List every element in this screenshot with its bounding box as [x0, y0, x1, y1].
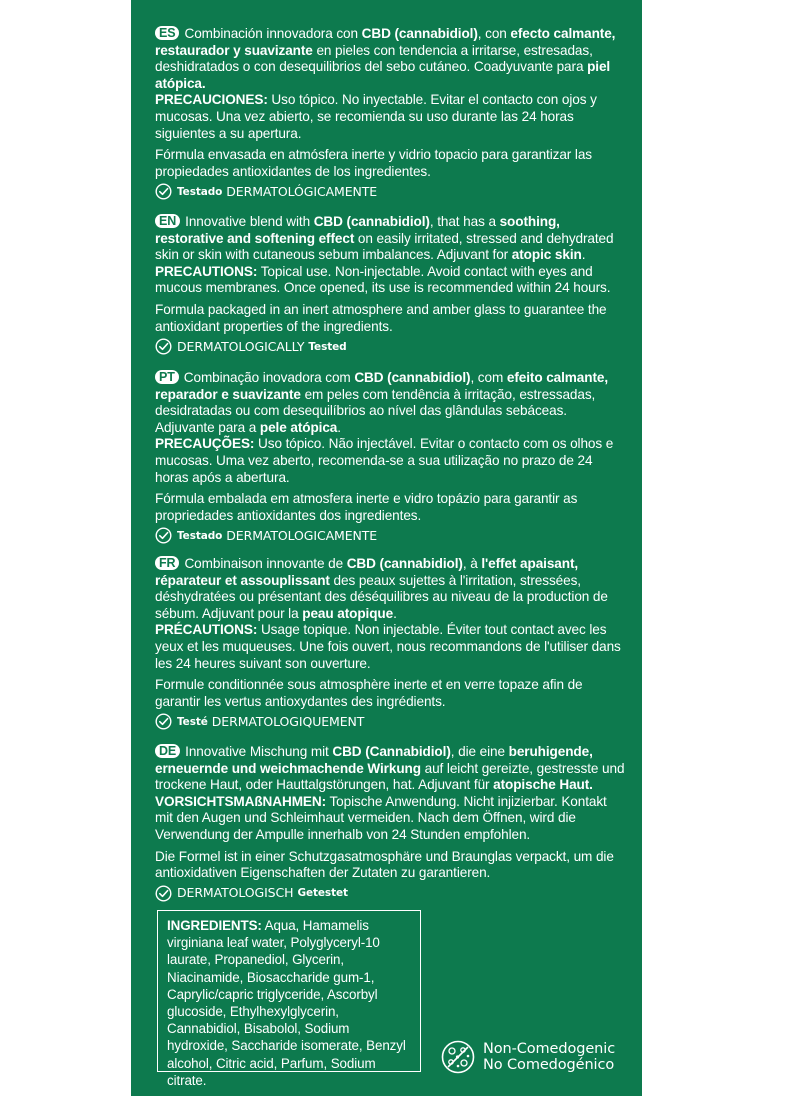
precautions-label: PRÉCAUTIONS: [155, 622, 258, 638]
description-text: , that has a [429, 214, 500, 229]
section-en [155, 214, 627, 355]
description [155, 214, 627, 264]
tested-small: Tested [308, 340, 347, 353]
precautions [155, 622, 627, 672]
precautions-label: PRECAUCIONES: [155, 92, 268, 108]
non-comedogenic-en: Non-Comedogenic [483, 1040, 616, 1057]
description-highlight: CBD (cannabidiol) [313, 214, 430, 229]
non-comedogenic-badge [441, 1040, 615, 1074]
dermatologically-tested [155, 885, 627, 902]
description [155, 556, 627, 622]
tested-small: Getestet [297, 887, 348, 900]
dermatologically-tested [155, 713, 627, 730]
description-text: on easily irritated, stressed and dehydrated skin or skin with cutaneous sebum imbalances. Adjuvant for [155, 230, 614, 263]
description-text: en pieles con tendencia a irritarse, estresadas, deshidratados o con desequilibrios del sebo cutáneo. Coadyuvante para [155, 42, 593, 75]
check-circle-icon [155, 885, 172, 902]
tested-small: Testado [177, 529, 223, 542]
precautions-text: Uso tópico. No inyectable. Evitar el contacto con ojos y mucosas. Una vez abierto, se recomienda su uso durante las 24 horas siguientes a su apertura. [155, 92, 597, 141]
section-es [155, 26, 627, 200]
description-highlight: atopische Haut. [493, 777, 593, 793]
description-text: Combinación innovadora con [184, 26, 362, 41]
description [155, 26, 627, 92]
description-text: , com [470, 370, 507, 385]
language-badge: DE [155, 744, 180, 758]
description-text: Innovative Mischung mit [185, 744, 333, 759]
description-text: em peles com tendência à irritação, estressadas, desidratadas ou com desequilíbrios ao nível das glândulas sebáceas. Adjuvante para a [155, 386, 596, 435]
tested-big: DERMATOLÓGICAMENTE [226, 183, 378, 199]
description-text: auf leicht gereizte, gestresste und trockene Haut, oder Hauttalgstörungen, hat. Adjuvant für [155, 760, 625, 793]
tested-big: DERMATOLOGICALLY [177, 338, 305, 354]
dermatologically-tested [155, 527, 627, 544]
tested-small: Testado [177, 185, 223, 198]
precautions-label: PRECAUÇÕES: [155, 436, 255, 452]
tested-big: DERMATOLOGICAMENTE [226, 527, 378, 543]
description-highlight: pele atópica [259, 419, 338, 435]
description-highlight: soothing, restorative and softening effect [155, 214, 560, 246]
non-comedogenic-icon [441, 1040, 475, 1074]
description [155, 370, 627, 436]
ingredients-box [157, 910, 421, 1088]
description-text: , à [462, 556, 482, 571]
section-pt [155, 370, 627, 544]
precautions-label: PRECAUTIONS: [155, 263, 258, 279]
check-circle-icon [155, 183, 172, 200]
dermatologically-tested [155, 338, 627, 355]
description-text: Combinação inovadora com [183, 370, 355, 385]
check-circle-icon [155, 713, 172, 730]
precautions-text: Topische Anwendung. Nicht injizierbar. Kontakt mit den Augen und Schleimhaut vermeiden. Nach dem Öffnen, wird die Verwendung der Ampulle innerhalb von 24 Stunden empfohlen. [155, 793, 607, 842]
description-highlight: peau atopique [302, 605, 394, 621]
formula-note: Die Formel ist in einer Schutzgasatmosphäre und Braunglas verpackt, um die antioxidativen Eigenschaften der Zutaten zu garantieren. [155, 848, 614, 881]
section-de [155, 744, 627, 902]
description-text: Innovative blend with [185, 214, 314, 229]
description-highlight: piel atópica. [155, 59, 611, 91]
description-highlight: beruhigende, erneuernde und weichmachende Wirkung [155, 744, 593, 776]
description-text: Combinaison innovante de [184, 556, 347, 571]
ingredients-text: Aqua, Hamamelis virginiana leaf water, Polyglyceryl-10 laurate, Propanediol, Glycerin, Niacinamide, Biosaccharide gum-1, Caprylic/capric triglyceride, Ascorbyl glucoside, Ethylhexylglycerin, Cannabidiol, Bisabolol, Sodium hydroxide, Saccharide isomerate, Benzyl alcohol, Citric acid, Parfum, Sodium citrate. [167, 918, 406, 1088]
description-highlight: CBD (Cannabidiol) [332, 744, 451, 759]
language-badge: EN [155, 214, 180, 228]
description-highlight: efecto calmante, restaurador y suavizante [155, 26, 616, 58]
description-text: . [581, 247, 586, 263]
description-highlight: l'effet apaisant, réparateur et assouplissant [155, 556, 579, 588]
precautions-label: VORSICHTSMAßNAHMEN: [155, 793, 327, 809]
description-text: . [337, 419, 341, 435]
language-badge: ES [155, 26, 179, 40]
dermatologically-tested [155, 183, 627, 200]
tested-big: DERMATOLOGISCH [177, 885, 294, 901]
ingredients-label: INGREDIENTS: [167, 918, 262, 933]
precautions-text: Uso tópico. Não injectável. Evitar o contacto com os olhos e mucosas. Uma vez aberto, recomenda-se a sua utilização no prazo de 24 horas após a abertura. [155, 436, 614, 485]
formula-note: Formula packaged in an inert atmosphere and amber glass to guarantee the antioxidant properties of the ingredients. [155, 301, 607, 334]
description-highlight: efeito calmante, reparador e suavizante [155, 370, 609, 402]
description-highlight: CBD (cannabidiol) [354, 370, 471, 385]
formula-note: Fórmula embalada em atmosfera inerte e vidro topázio para garantir as propriedades antioxidantes dos ingredientes. [155, 491, 578, 523]
language-badge: FR [155, 556, 179, 570]
formula-note: Formule conditionnée sous atmosphère inerte et en verre topaze afin de garantir les vertus antioxydantes des ingrédients. [155, 677, 583, 709]
product-label-panel [131, 0, 642, 1096]
precautions [155, 92, 627, 142]
language-badge: PT [155, 370, 179, 384]
formula-note: Fórmula envasada en atmósfera inerte y vidrio topacio para garantizar las propiedades antioxidantes de los ingredientes. [155, 147, 592, 179]
tested-small: Testé [177, 715, 208, 728]
section-fr [155, 556, 627, 730]
description-highlight: atopic skin [511, 247, 582, 263]
precautions [155, 436, 627, 486]
non-comedogenic-es: No Comedogénico [483, 1057, 615, 1073]
precautions-text: Usage topique. Non injectable. Éviter tout contact avec les yeux et les muqueuses. Une fois ouvert, nous recommandons de l'utiliser dans les 24 heures suivant son ouverture. [155, 622, 621, 671]
description-text: . [393, 605, 397, 621]
description [155, 744, 627, 794]
description-text: des peaux sujettes à l'irritation, stressées, déshydratées ou présentant des déséquilibres au niveau de la production de sébum. Adjuvant pour la [155, 572, 608, 621]
precautions [155, 264, 627, 297]
precautions [155, 794, 627, 844]
description-text: , die eine [450, 744, 509, 759]
description-highlight: CBD (cannabidiol) [346, 556, 463, 571]
tested-big: DERMATOLOGIQUEMENT [211, 713, 365, 729]
precautions-text: Topical use. Non-injectable. Avoid contact with eyes and mucous membranes. Once opened, its use is recommended within 24 hours. [155, 263, 611, 296]
description-text: , con [477, 26, 511, 41]
check-circle-icon [155, 527, 172, 544]
check-circle-icon [155, 338, 172, 355]
description-highlight: CBD (cannabidiol) [361, 26, 478, 41]
